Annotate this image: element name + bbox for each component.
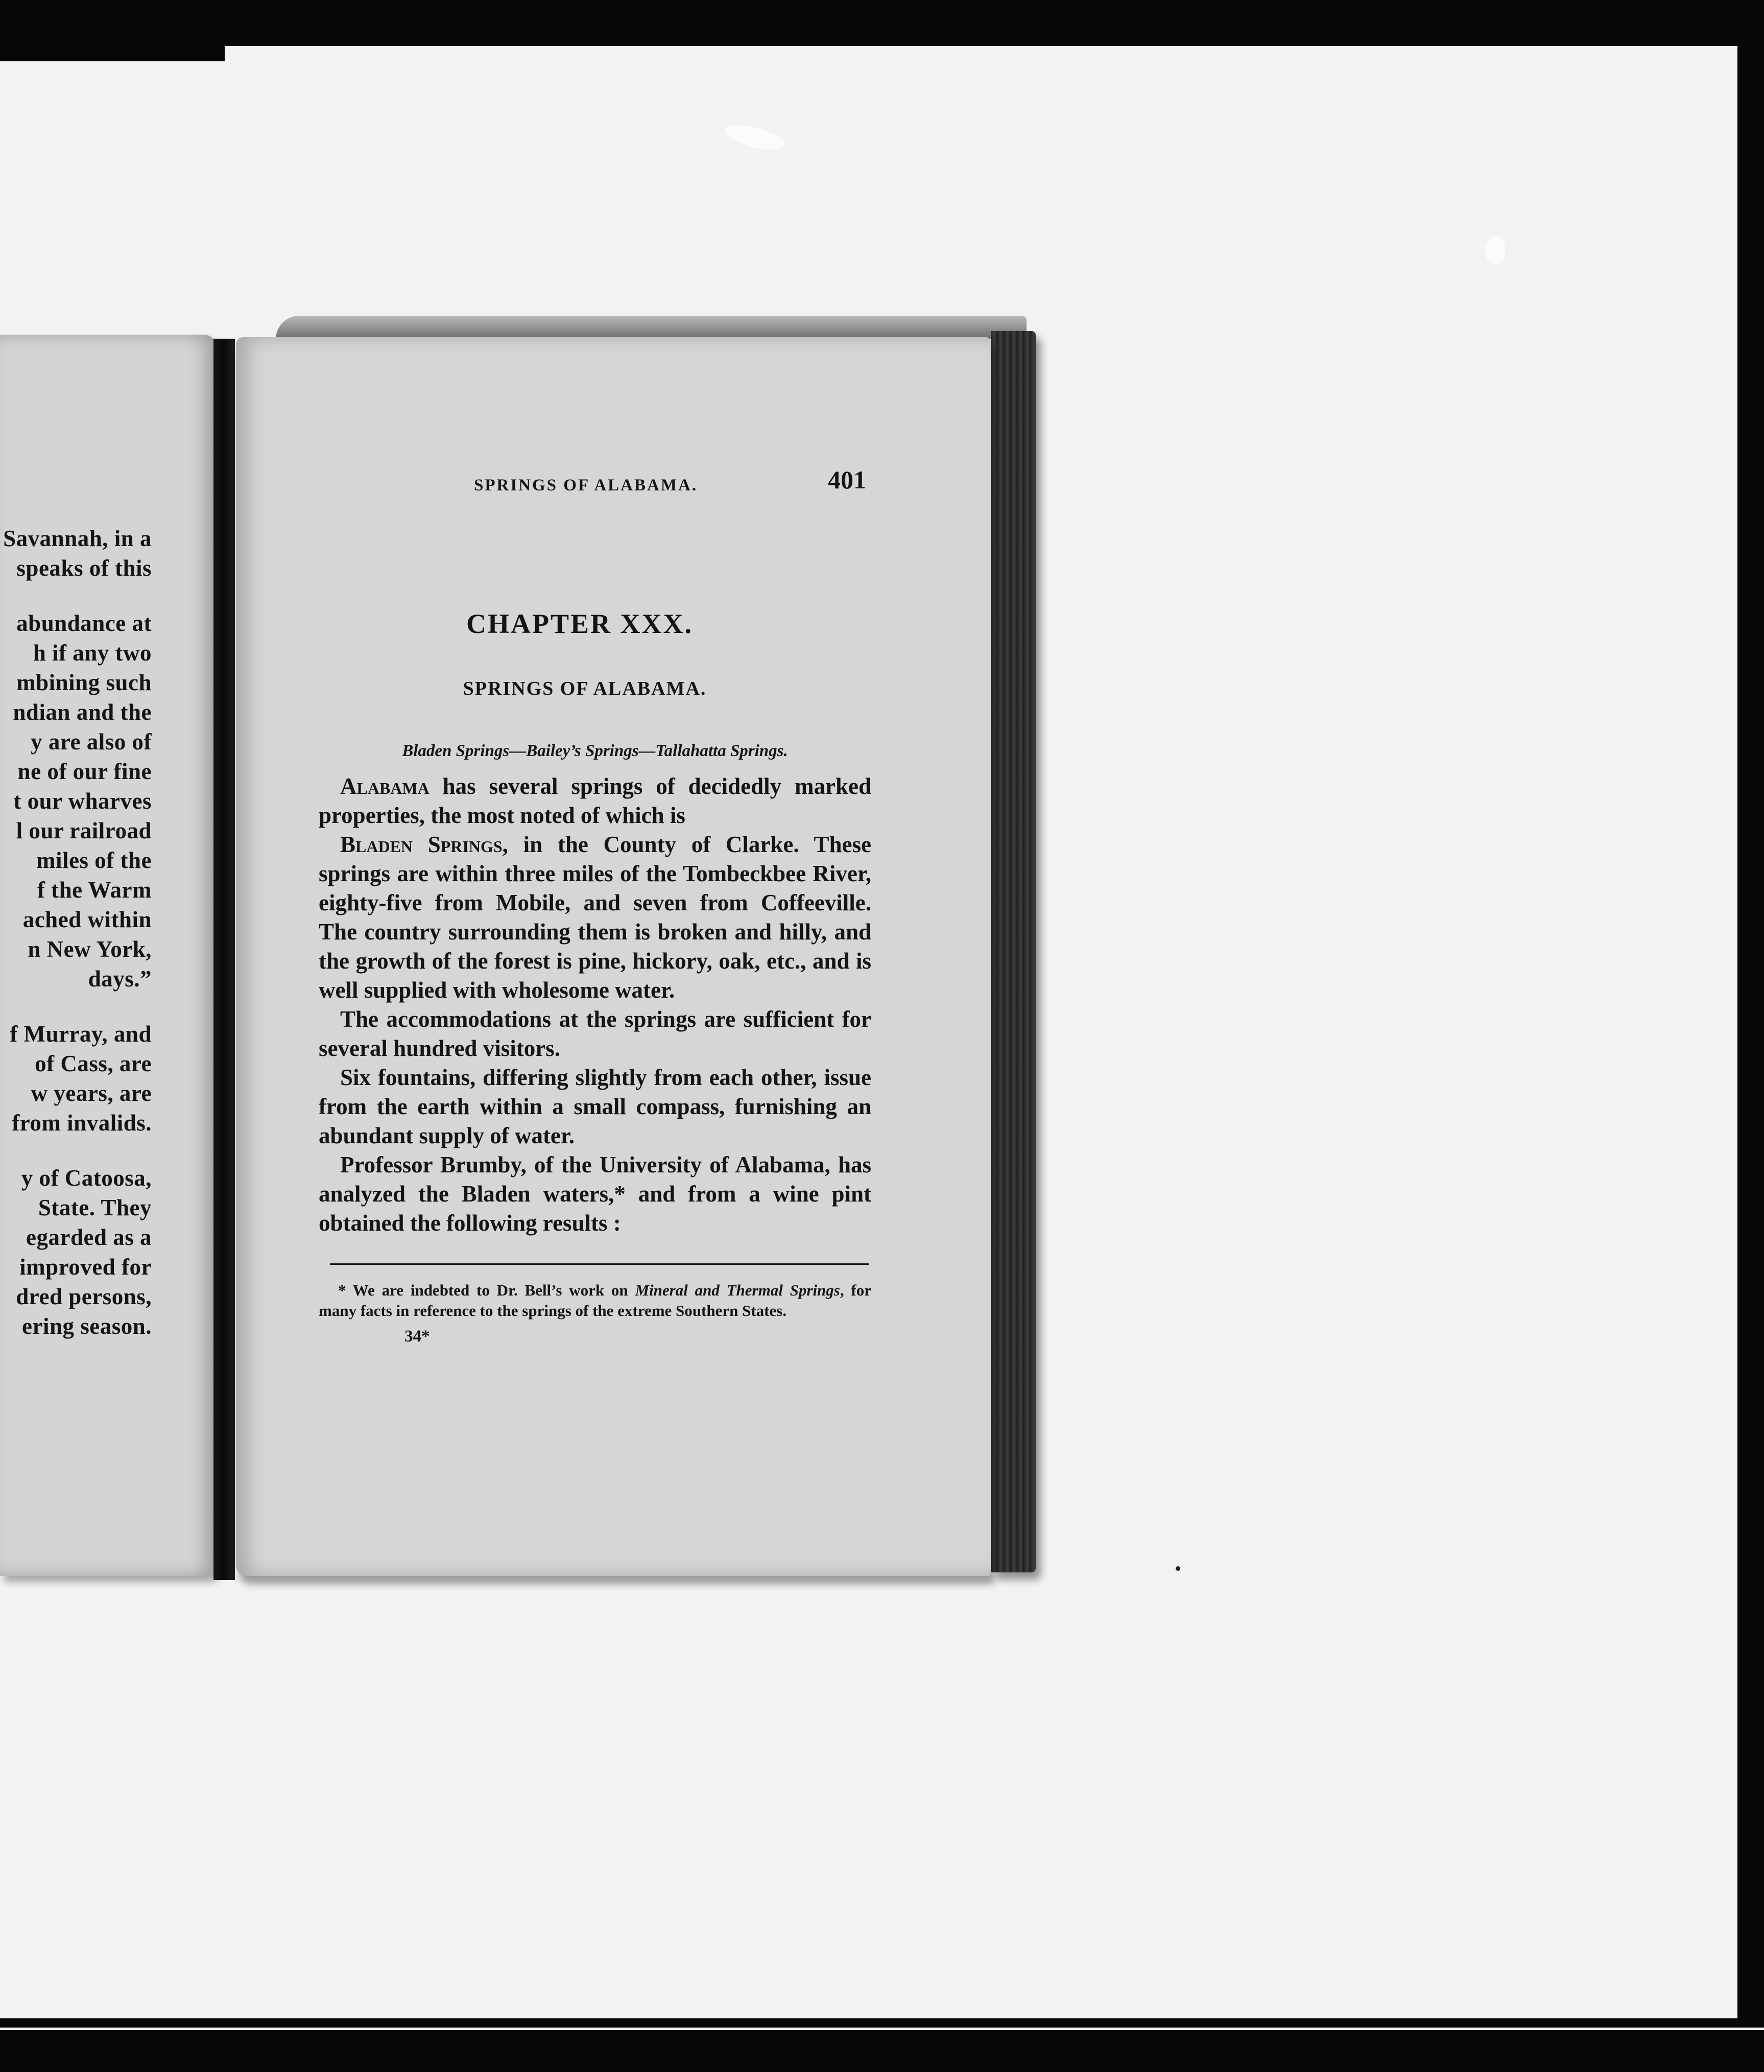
paragraph-text: has several springs of decidedly marked properties, the most noted of which is (319, 773, 871, 828)
left-page-line: ached within (22, 907, 152, 932)
body-paragraph (319, 1150, 871, 1238)
paragraph-text: , in the County of Clarke. These springs are within three miles of the Tombeckbee River, eighty-five from Mobile, and seven from Coffeeville. The country surrounding them is broken and hilly, and the growth of the forest is pine, hickory, oak, etc., and is well supplied with wholesome water. (319, 832, 871, 1003)
scan-speck (723, 121, 787, 154)
book-gutter (213, 339, 235, 1580)
left-page-line: n New York, (28, 936, 152, 962)
footnote-rule (330, 1263, 869, 1265)
signature-mark: 34* (404, 1327, 430, 1346)
body-paragraph (319, 1005, 871, 1063)
left-page-line: l our railroad (16, 818, 152, 843)
left-page-text (3, 524, 152, 1341)
left-page-line: Savannah, in a (3, 526, 152, 551)
section-title: SPRINGS OF ALABAMA. (463, 678, 707, 699)
footnote-text-start: * We are indebted to Dr. Bell’s work on (338, 1281, 635, 1299)
paragraph-text: Professor Brumby, of the University of Alabama, has analyzed the Bladen waters,* and from a wine pint obtained the following results : (319, 1152, 871, 1236)
footnote-book-title: Mineral and Thermal Springs (635, 1281, 840, 1299)
left-page-line: improved for (19, 1254, 152, 1280)
paragraph-text: Six fountains, differing slightly from each other, issue from the earth within a small compass, furnishing an abundant supply of water. (319, 1065, 871, 1148)
page-top-edge (276, 316, 1027, 339)
page-number: 401 (828, 465, 866, 494)
chapter-title: CHAPTER XXX. (466, 608, 693, 639)
left-page-line: from invalids. (12, 1110, 152, 1136)
scan-border-right (1737, 0, 1764, 2072)
left-page-line: h if any two (33, 640, 152, 666)
paragraph-lead-smallcaps: Alabama (340, 773, 430, 799)
page-edges (991, 331, 1036, 1572)
left-page-line: ering season. (22, 1313, 152, 1339)
left-page-line: days.” (88, 966, 152, 992)
right-page-content (319, 465, 871, 1346)
left-page-line: miles of the (36, 847, 152, 873)
scan-border-top (0, 0, 1764, 46)
running-head (319, 465, 871, 501)
scan-border-line (0, 2028, 1764, 2030)
left-page (0, 335, 217, 1576)
left-page-line: y are also of (31, 729, 152, 755)
left-page-line: ne of our fine (17, 759, 152, 784)
left-page-line: speaks of this (16, 555, 152, 581)
left-page-line: mbining such (16, 670, 152, 695)
left-page-line: State. They (38, 1195, 152, 1220)
left-page-line: y of Catoosa, (21, 1165, 152, 1191)
left-page-line: f Murray, and (10, 1021, 152, 1047)
scan-border-bottom (0, 2018, 1764, 2072)
left-page-line: t our wharves (13, 788, 152, 814)
footnote-text-end: , for many facts in reference to the springs of the extreme Southern States. (319, 1281, 872, 1320)
left-page-line: ndian and the (13, 699, 152, 725)
paragraph-text: The accommodations at the springs are sufficient for several hundred visitors. (319, 1006, 871, 1061)
body-paragraph (319, 772, 871, 830)
left-page-line: abundance at (16, 610, 152, 636)
left-page-line: dred persons, (16, 1284, 152, 1309)
left-page-line: w years, are (31, 1080, 152, 1106)
scan-dot (1176, 1566, 1180, 1571)
running-head-title: SPRINGS OF ALABAMA. (474, 476, 698, 495)
body-paragraph (319, 830, 871, 1005)
left-page-line: f the Warm (37, 877, 152, 903)
body-paragraph (319, 1063, 871, 1150)
paragraph-lead-smallcaps: Bladen Springs (340, 832, 503, 857)
body-text (319, 772, 871, 1238)
scan-speck (1485, 236, 1506, 265)
left-page-line: of Cass, are (35, 1051, 152, 1076)
scan-border-corner (0, 0, 225, 61)
footnote (319, 1280, 871, 1321)
chapter-contents-line: Bladen Springs—Bailey’s Springs—Tallahatta Springs. (402, 742, 788, 760)
left-page-line: egarded as a (26, 1225, 152, 1250)
